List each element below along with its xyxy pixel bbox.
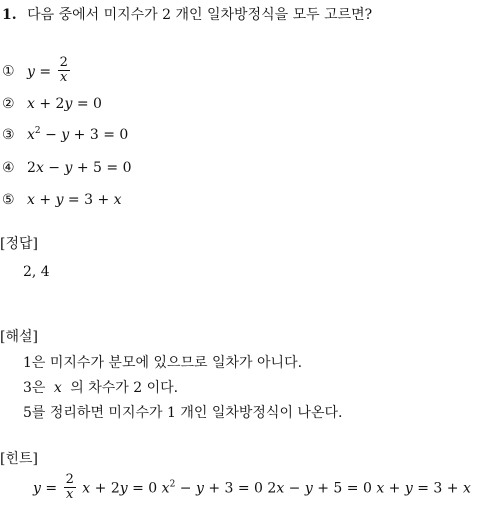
choice-marker: ③ bbox=[2, 127, 15, 143]
explanation-heading: [해설] bbox=[0, 329, 38, 345]
answer-heading: [정답] bbox=[0, 236, 38, 252]
choice-marker: ② bbox=[2, 96, 15, 112]
fraction: $\frac{2}{x}$ bbox=[59, 55, 68, 85]
choice-marker: ① bbox=[2, 63, 15, 80]
choice-4 bbox=[2, 161, 131, 175]
choice-equation: x + y = 3 + x bbox=[27, 192, 122, 208]
choice-2 bbox=[2, 97, 102, 111]
answer-value: 2, 4 bbox=[23, 264, 50, 280]
choice-marker: ④ bbox=[2, 160, 15, 176]
explanation-line-2-pre: 3은 bbox=[23, 380, 46, 396]
explanation-line-2-post: 의 차수가 2 이다. bbox=[70, 380, 179, 396]
question-line bbox=[2, 8, 372, 22]
explanation-line-3: 5를 정리하면 미지수가 1 개인 일차방정식이 나온다. bbox=[23, 405, 343, 421]
choice-3 bbox=[2, 128, 128, 142]
fraction: $\frac{2}{x}$ bbox=[65, 472, 74, 502]
question-text: 다음 중에서 미지수가 2 개인 일차방정식을 모두 고르면? bbox=[27, 7, 373, 23]
explanation-line-1: 1은 미지수가 분모에 있으므로 일차가 아니다. bbox=[23, 355, 303, 371]
choice-marker: ⑤ bbox=[2, 192, 15, 208]
explanation-line-2 bbox=[23, 381, 178, 395]
choice-1 bbox=[2, 57, 72, 86]
choice-equation: 2x − y + 5 = 0 bbox=[27, 160, 132, 176]
explanation-variable: x bbox=[53, 380, 62, 396]
choice-equation: y = $\frac{2}{x}$ bbox=[27, 55, 68, 85]
choice-equation: x + 2y = 0 bbox=[27, 96, 102, 112]
choice-5 bbox=[2, 193, 122, 207]
question-number: 1. bbox=[2, 7, 17, 23]
hint-equations: y = $\frac{2}{x}$ x + 2y = 0 $x^2 - y + 3 = 0$ 2x − y + 5 = 0 x + y = 3 + x bbox=[33, 472, 471, 502]
hint-heading: [힌트] bbox=[0, 451, 38, 467]
choice-equation: $x^2 - y + 3 = 0$ bbox=[27, 126, 129, 143]
